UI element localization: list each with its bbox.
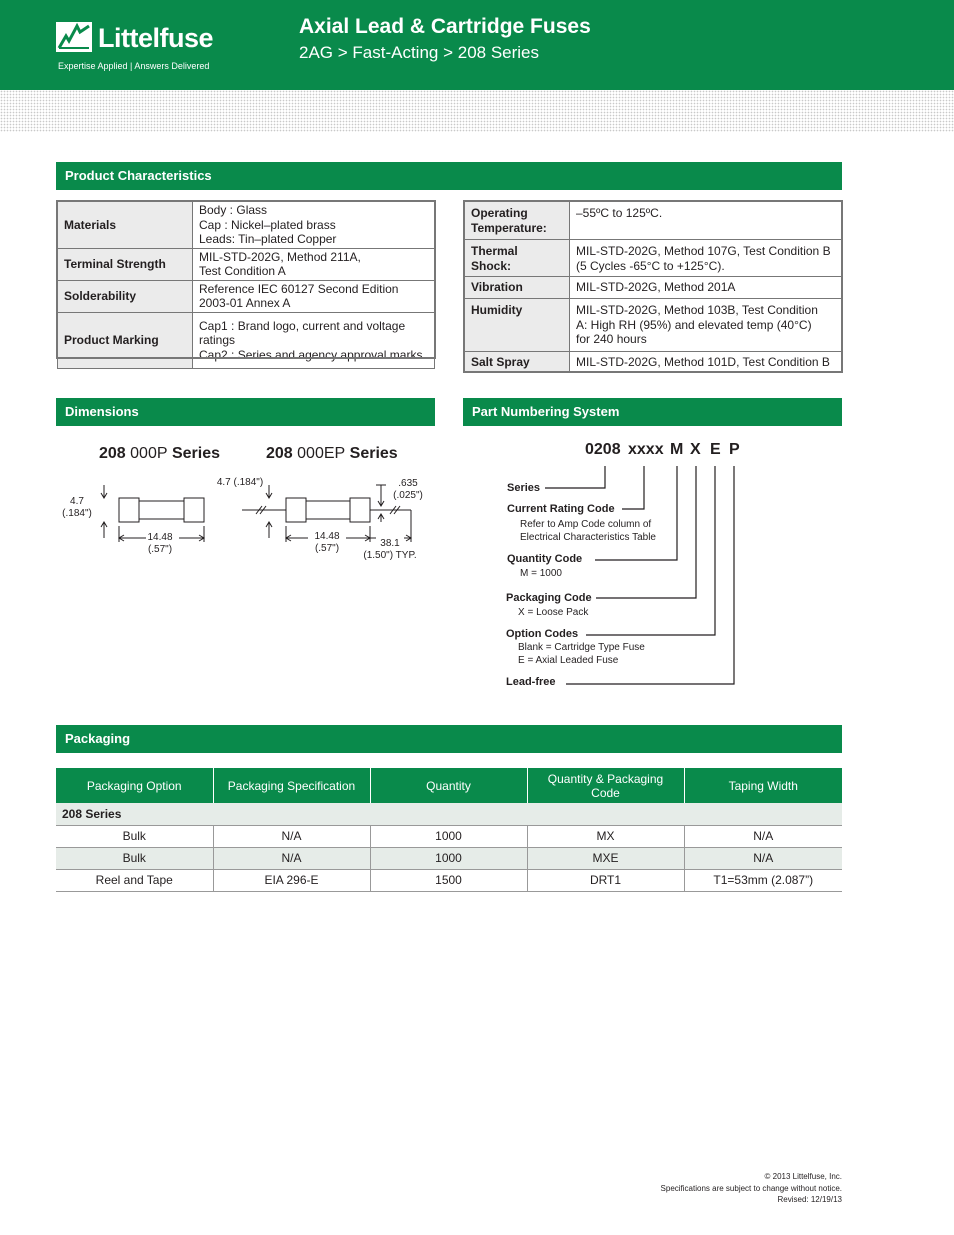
series-label: Series — [507, 482, 541, 494]
page-footer — [661, 1171, 842, 1206]
dim-b-diameter-label: 4.7 (.184") — [216, 477, 264, 488]
table-row — [56, 825, 842, 847]
row-value: MIL-STD-202G, Method 107G, Test Condition B (5 Cycles -65°C to +125°C). — [570, 240, 842, 277]
row-value: MIL-STD-202G, Method 201A — [570, 277, 842, 299]
group-label: 208 Series — [56, 803, 842, 825]
quantity-code-desc: M = 1000 — [520, 568, 562, 579]
row-value: Body : Glass Cap : Nickel–plated brass Leads: Tin–plated Copper — [193, 202, 435, 249]
littelfuse-logo-mark-icon — [56, 22, 92, 52]
table-row — [58, 202, 435, 249]
table-row — [56, 847, 842, 869]
table-row — [465, 352, 842, 372]
row-label: Product Marking — [58, 312, 193, 368]
table-cell: Bulk — [56, 847, 213, 869]
packaging-table — [56, 768, 842, 892]
column-header: Quantity — [370, 768, 527, 803]
table-cell: DRT1 — [527, 869, 684, 891]
page-title: Axial Lead & Cartridge Fuses — [299, 15, 591, 38]
row-label: Humidity — [465, 299, 570, 352]
table-cell: MXE — [527, 847, 684, 869]
series-208-000ep-title: 208 000EP Series — [266, 445, 398, 462]
dim-b-lead-diameter-label: .635 (.025") — [393, 478, 423, 501]
row-label: Salt Spray — [465, 352, 570, 372]
series-208-000p-title: 208 000P Series — [99, 445, 221, 462]
table-cell: EIA 296-E — [213, 869, 370, 891]
row-label: Operating Temperature: — [465, 202, 570, 240]
header-dot-pattern — [0, 90, 954, 132]
table-row — [465, 202, 842, 240]
product-characteristics-heading: Product Characteristics — [56, 162, 842, 190]
page-header — [0, 0, 954, 90]
table-cell: N/A — [213, 847, 370, 869]
characteristics-table-left — [57, 201, 435, 369]
table-row — [465, 277, 842, 299]
row-value: MIL-STD-202G, Method 101D, Test Condition B — [570, 352, 842, 372]
copyright-text: © 2013 Littelfuse, Inc. — [764, 1172, 842, 1181]
row-label: Materials — [58, 202, 193, 249]
part-numbering-heading: Part Numbering System — [463, 398, 842, 426]
dimensions-heading: Dimensions — [56, 398, 435, 426]
table-cell: N/A — [213, 825, 370, 847]
table-cell: MX — [527, 825, 684, 847]
table-cell: N/A — [684, 825, 842, 847]
table-row — [58, 312, 435, 368]
column-header: Packaging Option — [56, 768, 213, 803]
characteristics-table-right — [464, 201, 842, 372]
quantity-code-label: Quantity Code — [507, 553, 583, 565]
table-row — [58, 280, 435, 312]
row-label: Solderability — [58, 280, 193, 312]
table-cell: N/A — [684, 847, 842, 869]
row-label: Vibration — [465, 277, 570, 299]
dim-b-lead-length-label: 38.1 (1.50") TYP. — [363, 538, 417, 561]
table-cell: Reel and Tape — [56, 869, 213, 891]
packaging-code-desc: X = Loose Pack — [518, 607, 589, 618]
option-codes-desc: Blank = Cartridge Type Fuse E = Axial Leaded Fuse — [518, 642, 645, 666]
column-header: Quantity & Packaging Code — [527, 768, 684, 803]
row-value: –55ºC to 125ºC. — [570, 202, 842, 240]
column-header: Taping Width — [684, 768, 842, 803]
dim-a-diameter-label: 4.7 (.184") — [62, 496, 92, 519]
table-group-row — [56, 803, 842, 825]
brand-tagline: Expertise Applied | Answers Delivered — [58, 61, 210, 71]
revision-date: Revised: 12/19/13 — [777, 1195, 842, 1204]
current-rating-desc: Refer to Amp Code column of Electrical Characteristics Table — [520, 519, 656, 543]
table-row — [58, 248, 435, 280]
row-label: Thermal Shock: — [465, 240, 570, 277]
table-cell: Bulk — [56, 825, 213, 847]
row-value: Cap1 : Brand logo, current and voltage ratings Cap2 : Series and agency approval marks — [193, 312, 435, 368]
dim-a-length-label: 14.48 (.57") — [147, 532, 173, 555]
column-header: Packaging Specification — [213, 768, 370, 803]
row-value: MIL-STD-202G, Method 211A, Test Condition A — [193, 248, 435, 280]
packaging-heading: Packaging — [56, 725, 842, 753]
table-cell: 1500 — [370, 869, 527, 891]
current-rating-label: Current Rating Code — [507, 503, 615, 515]
packaging-code-label: Packaging Code — [506, 592, 592, 604]
table-header-row — [56, 768, 842, 803]
table-row — [56, 869, 842, 891]
table-cell: 1000 — [370, 825, 527, 847]
page-breadcrumb: 2AG > Fast-Acting > 208 Series — [299, 43, 540, 62]
dim-b-length-label: 14.48 (.57") — [314, 531, 340, 554]
row-label: Terminal Strength — [58, 248, 193, 280]
disclaimer-text: Specifications are subject to change without notice. — [660, 1183, 842, 1193]
option-codes-label: Option Codes — [506, 628, 579, 640]
lead-free-label: Lead-free — [506, 676, 556, 688]
table-row — [465, 299, 842, 352]
table-cell: 1000 — [370, 847, 527, 869]
table-row — [465, 240, 842, 277]
row-value: Reference IEC 60127 Second Edition 2003-01 Annex A — [193, 280, 435, 312]
brand-name: Littelfuse — [98, 23, 214, 53]
row-value: MIL-STD-202G, Method 103B, Test Condition A: High RH (95%) and elevated temp (40°C) for 240 hours — [570, 299, 842, 352]
table-cell: T1=53mm (2.087”) — [684, 869, 842, 891]
